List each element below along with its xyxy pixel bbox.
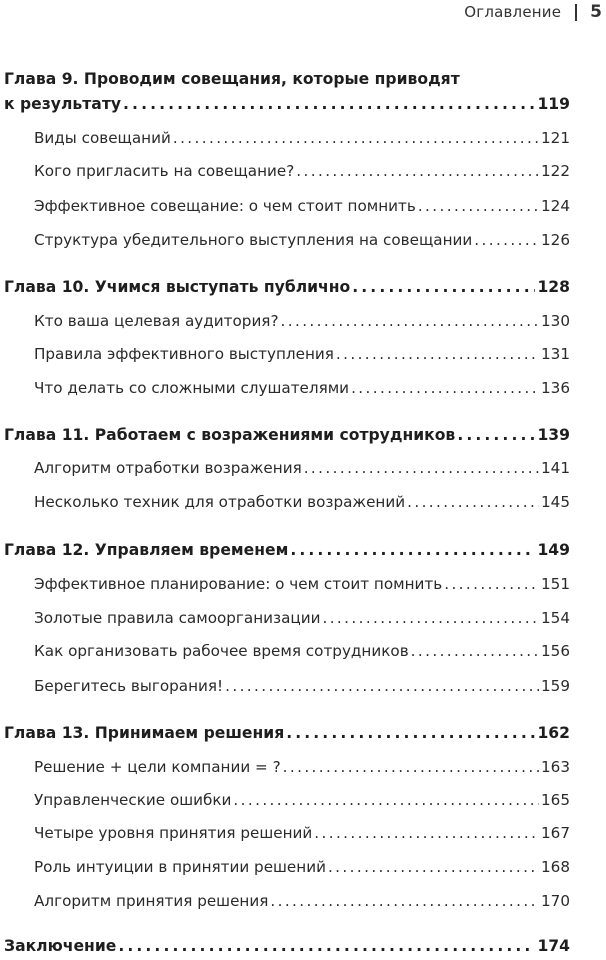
toc-chapter-title: Глава 10. Учимся выступать публично [4,278,351,296]
dot-leader [351,378,539,398]
dot-leader [407,492,539,512]
dot-leader [123,94,535,114]
toc-section[interactable] [34,857,570,877]
toc-section-title: Кого пригласить на совещание? [34,162,295,180]
toc-page-number: 145 [541,493,570,511]
dot-leader [286,723,535,743]
toc-conclusion[interactable] [4,936,570,956]
dot-leader [118,936,535,956]
toc-section-title: Виды совещаний [34,129,171,147]
dot-leader [233,790,539,810]
dot-leader [474,230,539,250]
dot-leader [270,891,539,911]
toc-section-title: Золотые правила самоорганизации [34,609,321,627]
dot-leader [418,196,539,216]
toc-chapter-title: Глава 12. Управляем временем [4,541,289,559]
toc-section-title: Эффективное планирование: о чем стоит помнить [34,575,443,593]
toc-chapter-13[interactable] [4,723,570,743]
toc-page-number: 139 [537,426,570,444]
toc-section[interactable] [34,161,570,181]
header-divider [575,4,577,21]
dot-leader [281,311,539,331]
toc-page-number: 131 [541,345,570,363]
page-header-title: Оглавление [464,3,562,21]
dot-leader [411,641,539,661]
dot-leader [173,128,539,148]
toc-section[interactable] [34,344,570,364]
toc-page-number: 130 [541,312,570,330]
dot-leader [328,857,539,877]
toc-section[interactable] [34,492,570,512]
toc-section-title: Что делать со сложными слушателями [34,379,350,397]
toc-section[interactable] [34,891,570,911]
toc-section-title: Решение + цели компании = ? [34,758,281,776]
toc-page-number: 122 [541,162,570,180]
toc-page-number: 119 [537,95,570,113]
running-header [464,2,602,22]
toc-section[interactable] [34,378,570,398]
toc-section[interactable] [34,790,570,810]
toc-page-number: 126 [541,231,570,249]
toc-section-title: Несколько техник для отработки возражений [34,493,406,511]
toc-section-title: Управленческие ошибки [34,791,232,809]
toc-section-title: Берегитесь выгорания! [34,677,224,695]
toc-chapter-12[interactable] [4,540,570,560]
toc-page-number: 167 [541,824,570,842]
toc-page-number: 121 [541,129,570,147]
toc-page-number: 149 [537,541,570,559]
dot-leader [457,425,535,445]
toc-page-number: 163 [541,758,570,776]
toc-chapter-9-title-line1: Глава 9. Проводим совещания, которые приводят [4,70,460,88]
toc-section[interactable] [34,196,570,216]
toc-section[interactable] [34,230,570,250]
toc-page-number: 170 [541,892,570,910]
dot-leader [304,458,539,478]
toc-section-title: Правила эффективного выступления [34,345,334,363]
dot-leader [296,161,539,181]
toc-page-number: 151 [541,575,570,593]
dot-leader [314,823,539,843]
toc-section[interactable] [34,574,570,594]
toc-section-title: Как организовать рабочее время сотрудников [34,642,409,660]
dot-leader [290,540,535,560]
page-number: 5 [590,2,602,22]
toc-chapter-title: Глава 11. Работаем с возражениями сотрудников [4,426,456,444]
toc-section-title: Эффективное совещание: о чем стоит помнить [34,197,416,215]
toc-section-title: Кто ваша целевая аудитория? [34,312,279,330]
toc-chapter-10[interactable] [4,277,570,297]
toc-section-title: Структура убедительного выступления на совещании [34,231,473,249]
toc-page-number: 124 [541,197,570,215]
dot-leader [336,344,539,364]
toc-page-number: 168 [541,858,570,876]
toc-page-number: 174 [537,937,570,955]
toc-section-title: Алгоритм отработки возражения [34,459,302,477]
toc-chapter-title: к результату [4,95,122,113]
toc-chapter-11[interactable] [4,425,570,445]
toc-section-title: Четыре уровня принятия решений [34,824,313,842]
dot-leader [352,277,535,297]
toc-section-title: Алгоритм принятия решения [34,892,269,910]
toc-page-number: 162 [537,724,570,742]
toc-page-number: 156 [541,642,570,660]
toc-page-number: 165 [541,791,570,809]
toc-page-number: 136 [541,379,570,397]
dot-leader [283,757,539,777]
dot-leader [225,676,539,696]
toc-page-number: 159 [541,677,570,695]
toc-section[interactable] [34,128,570,148]
toc-section-title: Роль интуиции в принятии решений [34,858,326,876]
toc-page-number: 154 [541,609,570,627]
toc-section[interactable] [34,823,570,843]
toc-section[interactable] [34,458,570,478]
toc-page-number: 128 [537,278,570,296]
toc-section[interactable] [34,608,570,628]
dot-leader [322,608,539,628]
toc-chapter-title: Глава 13. Принимаем решения [4,724,285,742]
toc-section[interactable] [34,757,570,777]
toc-chapter-title: Заключение [4,937,117,955]
toc-section[interactable] [34,641,570,661]
dot-leader [444,574,539,594]
toc-page-number: 141 [541,459,570,477]
toc-section[interactable] [34,676,570,696]
toc-chapter-9[interactable] [4,94,570,114]
toc-section[interactable] [34,311,570,331]
